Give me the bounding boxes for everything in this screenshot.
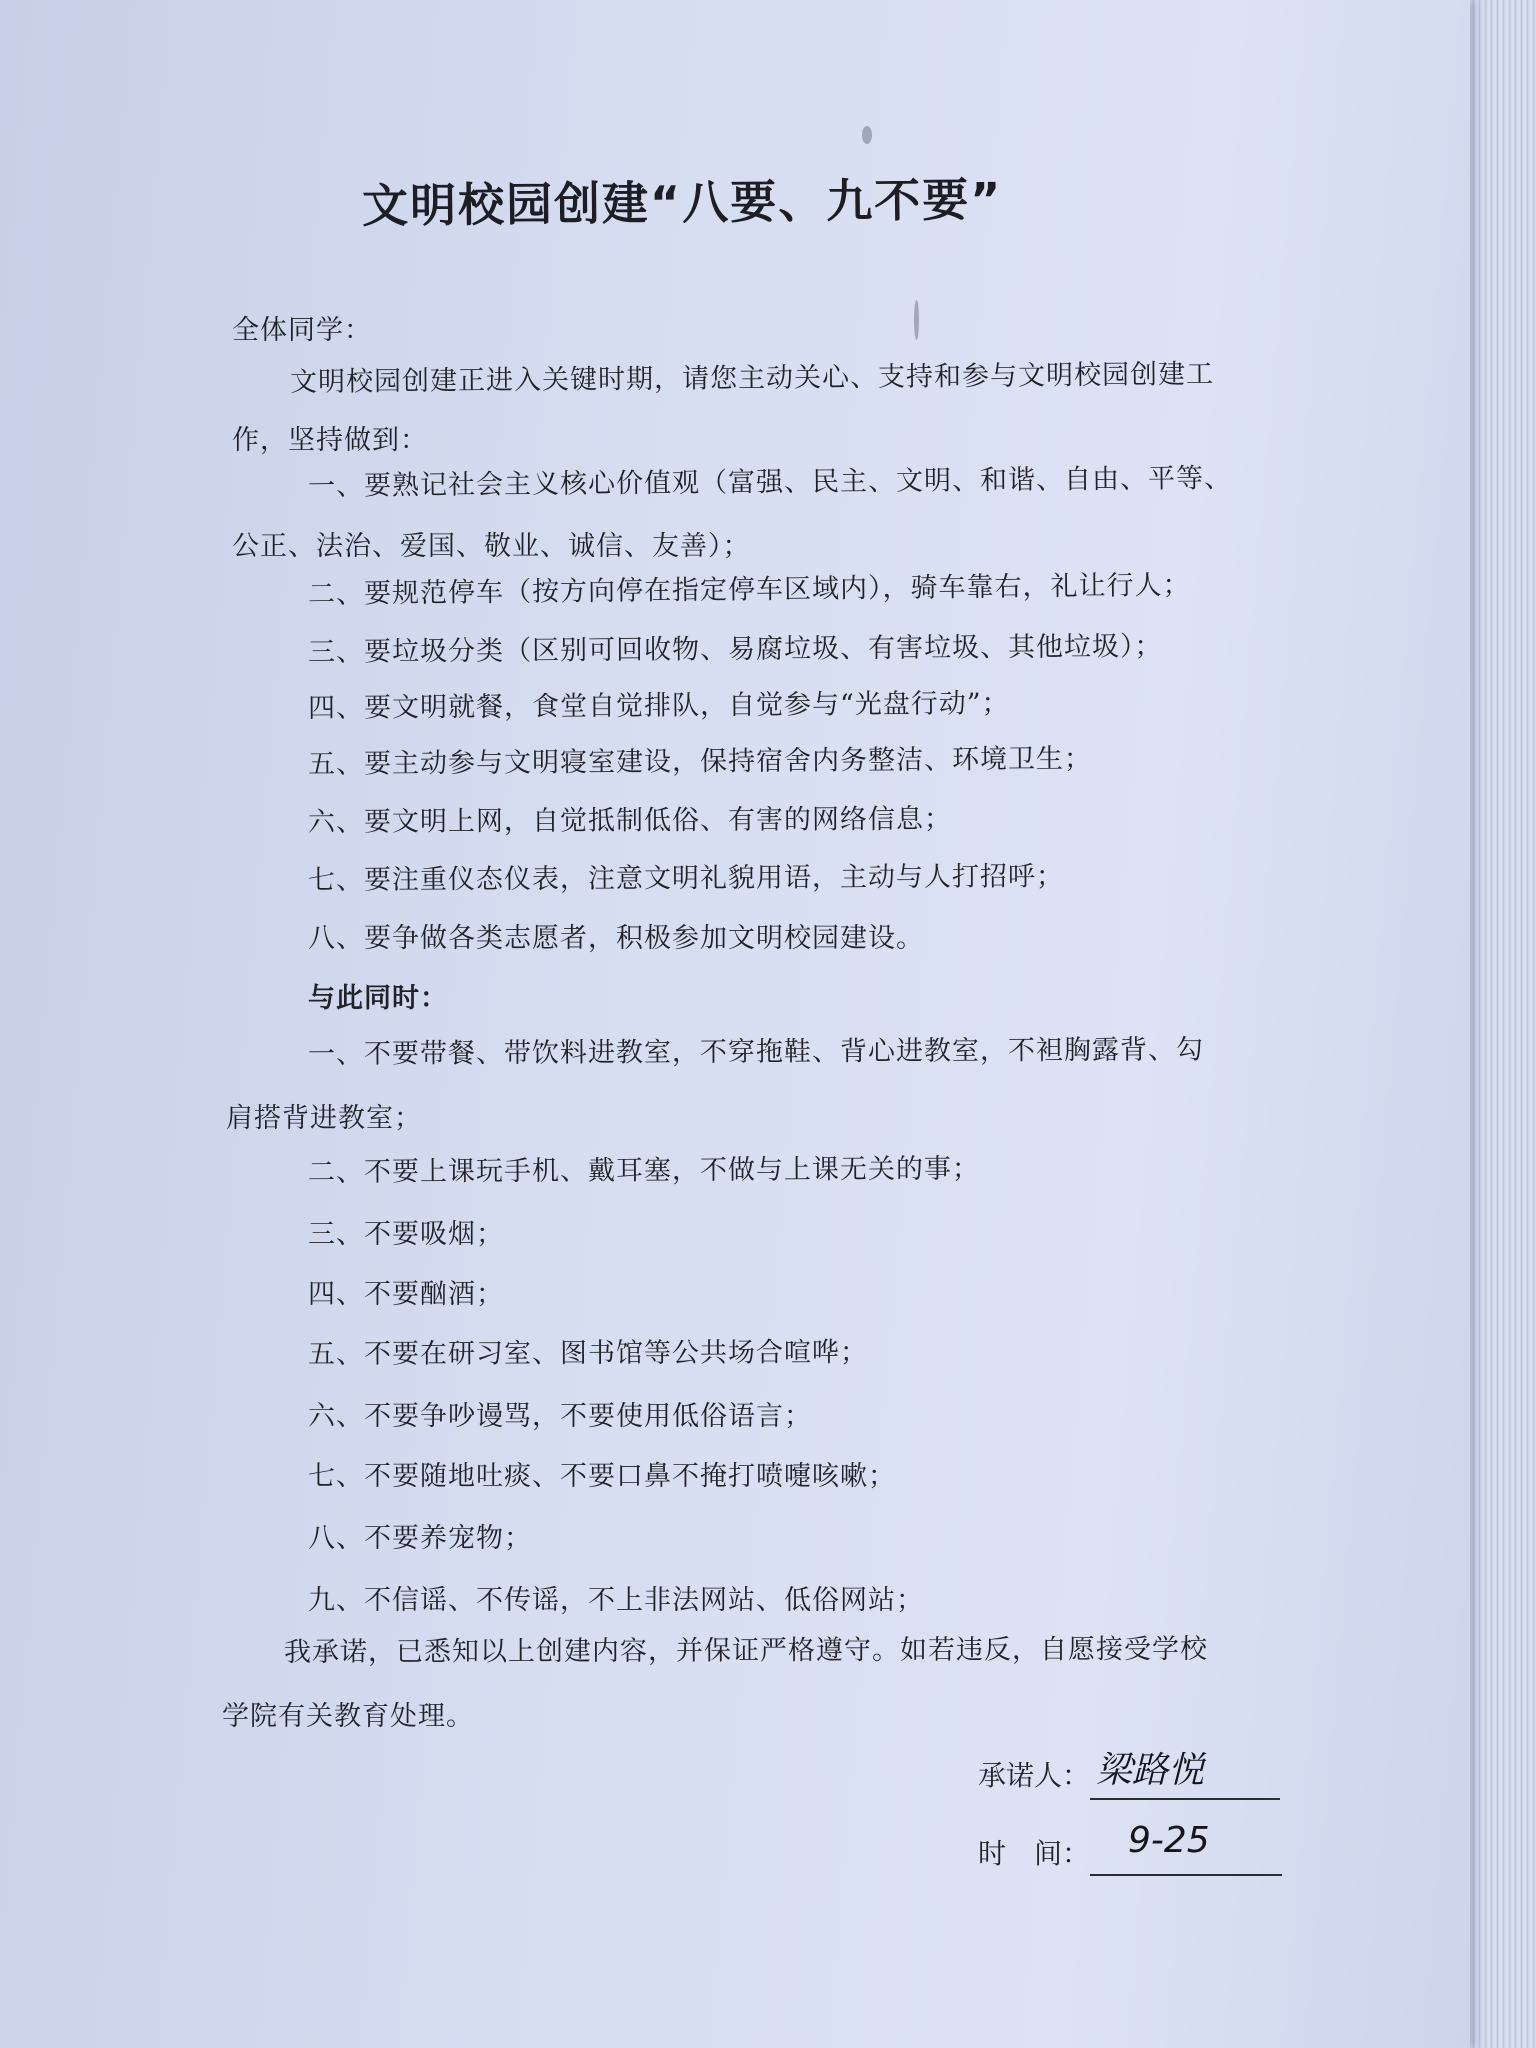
dont-item-3: 三、不要吸烟； bbox=[308, 1219, 504, 1250]
intro-line-2: 作，坚持做到： bbox=[232, 425, 428, 456]
intro-line-1: 文明校园创建正进入关键时期，请您主动关心、支持和参与文明校园创建工 bbox=[289, 358, 1215, 398]
dont-item-1-cont: 肩搭背进教室； bbox=[226, 1103, 422, 1134]
dont-item-8: 八、不要养宠物； bbox=[308, 1523, 532, 1554]
signature-block bbox=[978, 1740, 1318, 1880]
salutation: 全体同学： bbox=[232, 315, 372, 346]
do-item-4: 四、要文明就餐，食堂自觉排队，自觉参与“光盘行动”； bbox=[307, 688, 1010, 724]
dont-item-4: 四、不要酗酒； bbox=[308, 1279, 504, 1310]
pledge-line-1: 我承诺，已悉知以上创建内容，并保证严格遵守。如若违反，自愿接受学校 bbox=[283, 1633, 1209, 1668]
signer-underline bbox=[1090, 1798, 1280, 1800]
do-item-1-cont: 公正、法治、爱国、敬业、诚信、友善）； bbox=[232, 531, 751, 562]
dont-item-6: 六、不要争吵谩骂，不要使用低俗语言； bbox=[308, 1401, 812, 1432]
dont-item-9: 九、不信谣、不传谣，不上非法网站、低俗网站； bbox=[308, 1585, 924, 1616]
do-item-8: 八、要争做各类志愿者，积极参加文明校园建设。 bbox=[308, 923, 924, 954]
document-title: 文明校园创建“八要、九不要” bbox=[361, 172, 1003, 233]
dont-item-1: 一、不要带餐、带饮料进教室，不穿拖鞋、背心进教室，不袒胸露背、勾 bbox=[307, 1034, 1205, 1070]
date-underline bbox=[1090, 1874, 1282, 1876]
do-item-3: 三、要垃圾分类（区别可回收物、易腐垃圾、有害垃圾、其他垃圾）； bbox=[307, 631, 1163, 668]
smudge-mark bbox=[862, 126, 872, 144]
meanwhile-heading: 与此同时： bbox=[308, 983, 448, 1014]
dont-item-7: 七、不要随地吐痰、不要口鼻不掩打喷嚏咳嗽； bbox=[308, 1461, 896, 1492]
do-item-5: 五、要主动参与文明寝室建设，保持宿舍内务整洁、环境卫生； bbox=[307, 743, 1093, 780]
date-handwritten: 9-25 bbox=[1128, 1820, 1210, 1861]
do-item-1: 一、要熟记社会主义核心价值观（富强、民主、文明、和谐、自由、平等、 bbox=[307, 462, 1233, 502]
do-item-2: 二、要规范停车（按方向停在指定停车区域内），骑车靠右，礼让行人； bbox=[307, 569, 1191, 610]
signer-label: 承诺人： bbox=[978, 1759, 1091, 1792]
date-label: 时 间： bbox=[978, 1837, 1091, 1870]
dont-item-5: 五、不要在研习室、图书馆等公共场合喧哗； bbox=[307, 1337, 869, 1370]
do-item-6: 六、要文明上网，自觉抵制低俗、有害的网络信息； bbox=[307, 803, 953, 838]
pledge-line-2: 学院有关教育处理。 bbox=[222, 1701, 474, 1732]
do-item-7: 七、要注重仪态仪表，注意文明礼貌用语，主动与人打招呼； bbox=[307, 861, 1065, 896]
dont-item-2: 二、不要上课玩手机、戴耳塞，不做与上课无关的事； bbox=[307, 1153, 981, 1188]
smudge-mark bbox=[914, 300, 919, 340]
signer-signature: 梁路悦 bbox=[1096, 1750, 1205, 1791]
